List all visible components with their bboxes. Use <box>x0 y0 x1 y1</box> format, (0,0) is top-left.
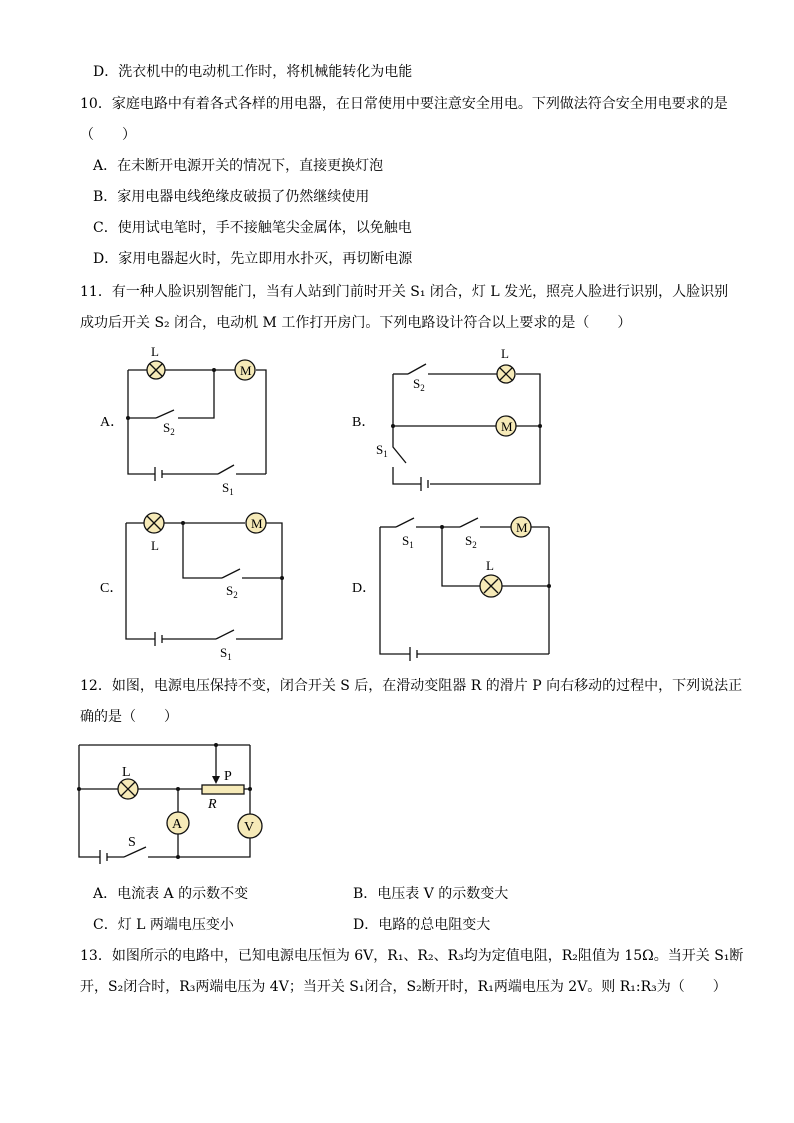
label-s1: $S_1$ <box>222 480 234 497</box>
q11-circuit-c <box>126 513 284 646</box>
q11-stem-line2: 成功后开关 S₂ 闭合，电动机 M 工作打开房门。下列电路设计符合以上要求的是（ ） <box>80 315 632 331</box>
q12-option-a: A．电流表 A 的示数不变 <box>93 886 249 902</box>
label-l: L <box>151 344 159 359</box>
label-s1: $S_1$ <box>402 533 414 550</box>
q10-option-d: D．家用电器起火时，先立即用水扑灭，再切断电源 <box>93 251 413 267</box>
label-s: S <box>128 835 136 850</box>
q10-option-c: C．使用试电笔时，手不接触笔尖金属体，以免触电 <box>93 220 412 236</box>
option-c-label: C． <box>100 581 124 596</box>
q12-circuit <box>77 743 262 864</box>
q10-stem-line2: （ ） <box>80 127 136 143</box>
rheostat-icon <box>202 785 244 794</box>
option-b-label: B． <box>352 415 376 430</box>
q12-option-b: B．电压表 V 的示数变大 <box>353 886 509 902</box>
q11-stem-line1: 11．有一种人脸识别智能门，当有人站到门前时开关 S₁ 闭合，灯 L 发光，照亮人脸进行识别，人脸识别 <box>80 284 729 300</box>
label-m: M <box>501 419 513 434</box>
label-l: L <box>151 538 159 553</box>
label-s1: $S_1$ <box>376 442 388 459</box>
label-s1: $S_1$ <box>220 645 232 662</box>
q10-option-b: B．家用电器电线绝缘皮破损了仍然继续使用 <box>93 189 370 205</box>
label-l: L <box>501 346 509 361</box>
q10-stem-line1: 10．家庭电路中有着各式各样的用电器，在日常使用中要注意安全用电。下列做法符合安全用电要求的是 <box>80 96 728 112</box>
label-s2: $S_2$ <box>163 420 175 437</box>
q13-stem-line2: 开，S₂闭合时，R₃两端电压为 4V；当开关 S₁闭合，S₂断开时，R₁两端电压为 2V。则 R₁:R₃为（ ） <box>80 979 727 995</box>
q12-option-c: C．灯 L 两端电压变小 <box>93 917 234 933</box>
q9-option-d: D．洗衣机中的电动机工作时，将机械能转化为电能 <box>93 64 413 80</box>
label-m: M <box>240 363 252 378</box>
label-m: M <box>516 520 528 535</box>
label-v: V <box>244 820 255 835</box>
label-s2: $S_2$ <box>226 583 238 600</box>
q13-stem-line1: 13．如图所示的电路中，已知电源电压恒为 6V，R₁、R₂、R₃均为定值电阻，R₂阻值为 15Ω。当开关 S₁断 <box>80 948 744 964</box>
label-l: L <box>122 765 131 780</box>
label-a: A <box>172 817 183 832</box>
label-s2: $S_2$ <box>413 376 425 393</box>
label-m: M <box>251 516 263 531</box>
option-a-label: A． <box>100 415 125 430</box>
q12-stem-line2: 确的是（ ） <box>80 709 178 725</box>
q12-stem-line1: 12．如图，电源电压保持不变，闭合开关 S 后，在滑动变阻器 R 的滑片 P 向右移动的过程中，下列说法正 <box>80 678 743 694</box>
q10-option-a: A．在未断开电源开关的情况下，直接更换灯泡 <box>93 158 384 174</box>
option-d-label: D． <box>352 581 377 596</box>
label-r: R <box>208 797 217 812</box>
label-s2: $S_2$ <box>465 533 477 550</box>
q11-circuit-a-wires <box>128 370 266 481</box>
label-p: P <box>224 769 232 784</box>
label-l: L <box>486 558 494 573</box>
q12-option-d: D．电路的总电阻变大 <box>353 917 491 933</box>
